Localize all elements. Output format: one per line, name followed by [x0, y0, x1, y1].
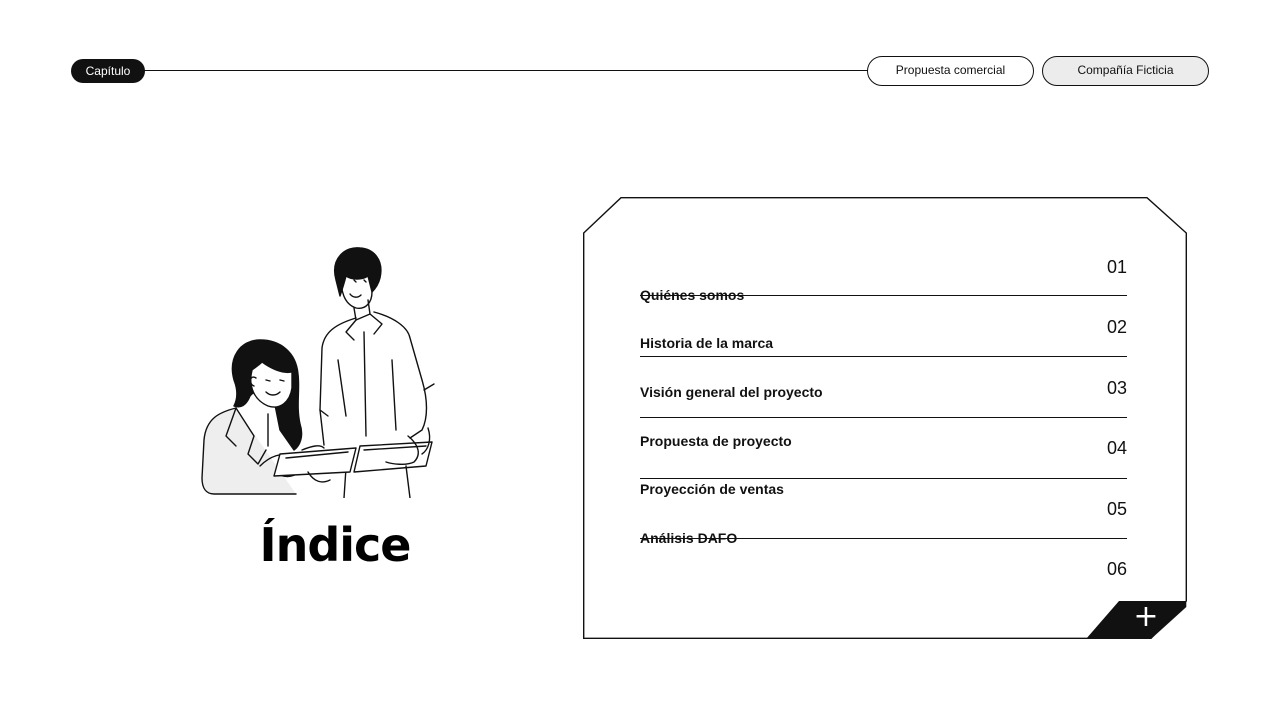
company-tag-button[interactable]: Compañía Ficticia: [1042, 56, 1209, 86]
index-item-label[interactable]: Visión general del proyecto: [640, 384, 823, 400]
index-divider: [640, 478, 1127, 479]
page-title: Índice: [259, 518, 411, 572]
index-item-number: 06: [1106, 559, 1127, 579]
index-item-label[interactable]: Propuesta de proyecto: [640, 433, 792, 449]
index-item-label[interactable]: Proyección de ventas: [640, 481, 784, 497]
chapter-badge: Capítulo: [71, 59, 145, 83]
proposal-tag-button[interactable]: Propuesta comercial: [867, 56, 1034, 86]
index-item-label[interactable]: Análisis DAFO: [640, 530, 738, 546]
index-item-label[interactable]: Historia de la marca: [640, 335, 774, 351]
index-divider: [640, 356, 1127, 357]
index-card: [583, 197, 1187, 641]
header-divider-line: [140, 70, 870, 71]
index-item-label[interactable]: Quiénes somos: [640, 287, 745, 303]
plus-icon[interactable]: +: [1133, 599, 1159, 634]
index-item-number: 02: [1106, 317, 1127, 337]
index-item-number: 03: [1106, 378, 1127, 398]
woman-figure: [202, 340, 356, 494]
two-people-with-tablets-illustration: [196, 240, 471, 498]
index-item-number: 05: [1106, 499, 1127, 519]
index-divider: [640, 417, 1127, 418]
index-item-number: 01: [1106, 257, 1127, 277]
index-item-number: 04: [1106, 438, 1127, 458]
card-frame: [583, 197, 1187, 641]
